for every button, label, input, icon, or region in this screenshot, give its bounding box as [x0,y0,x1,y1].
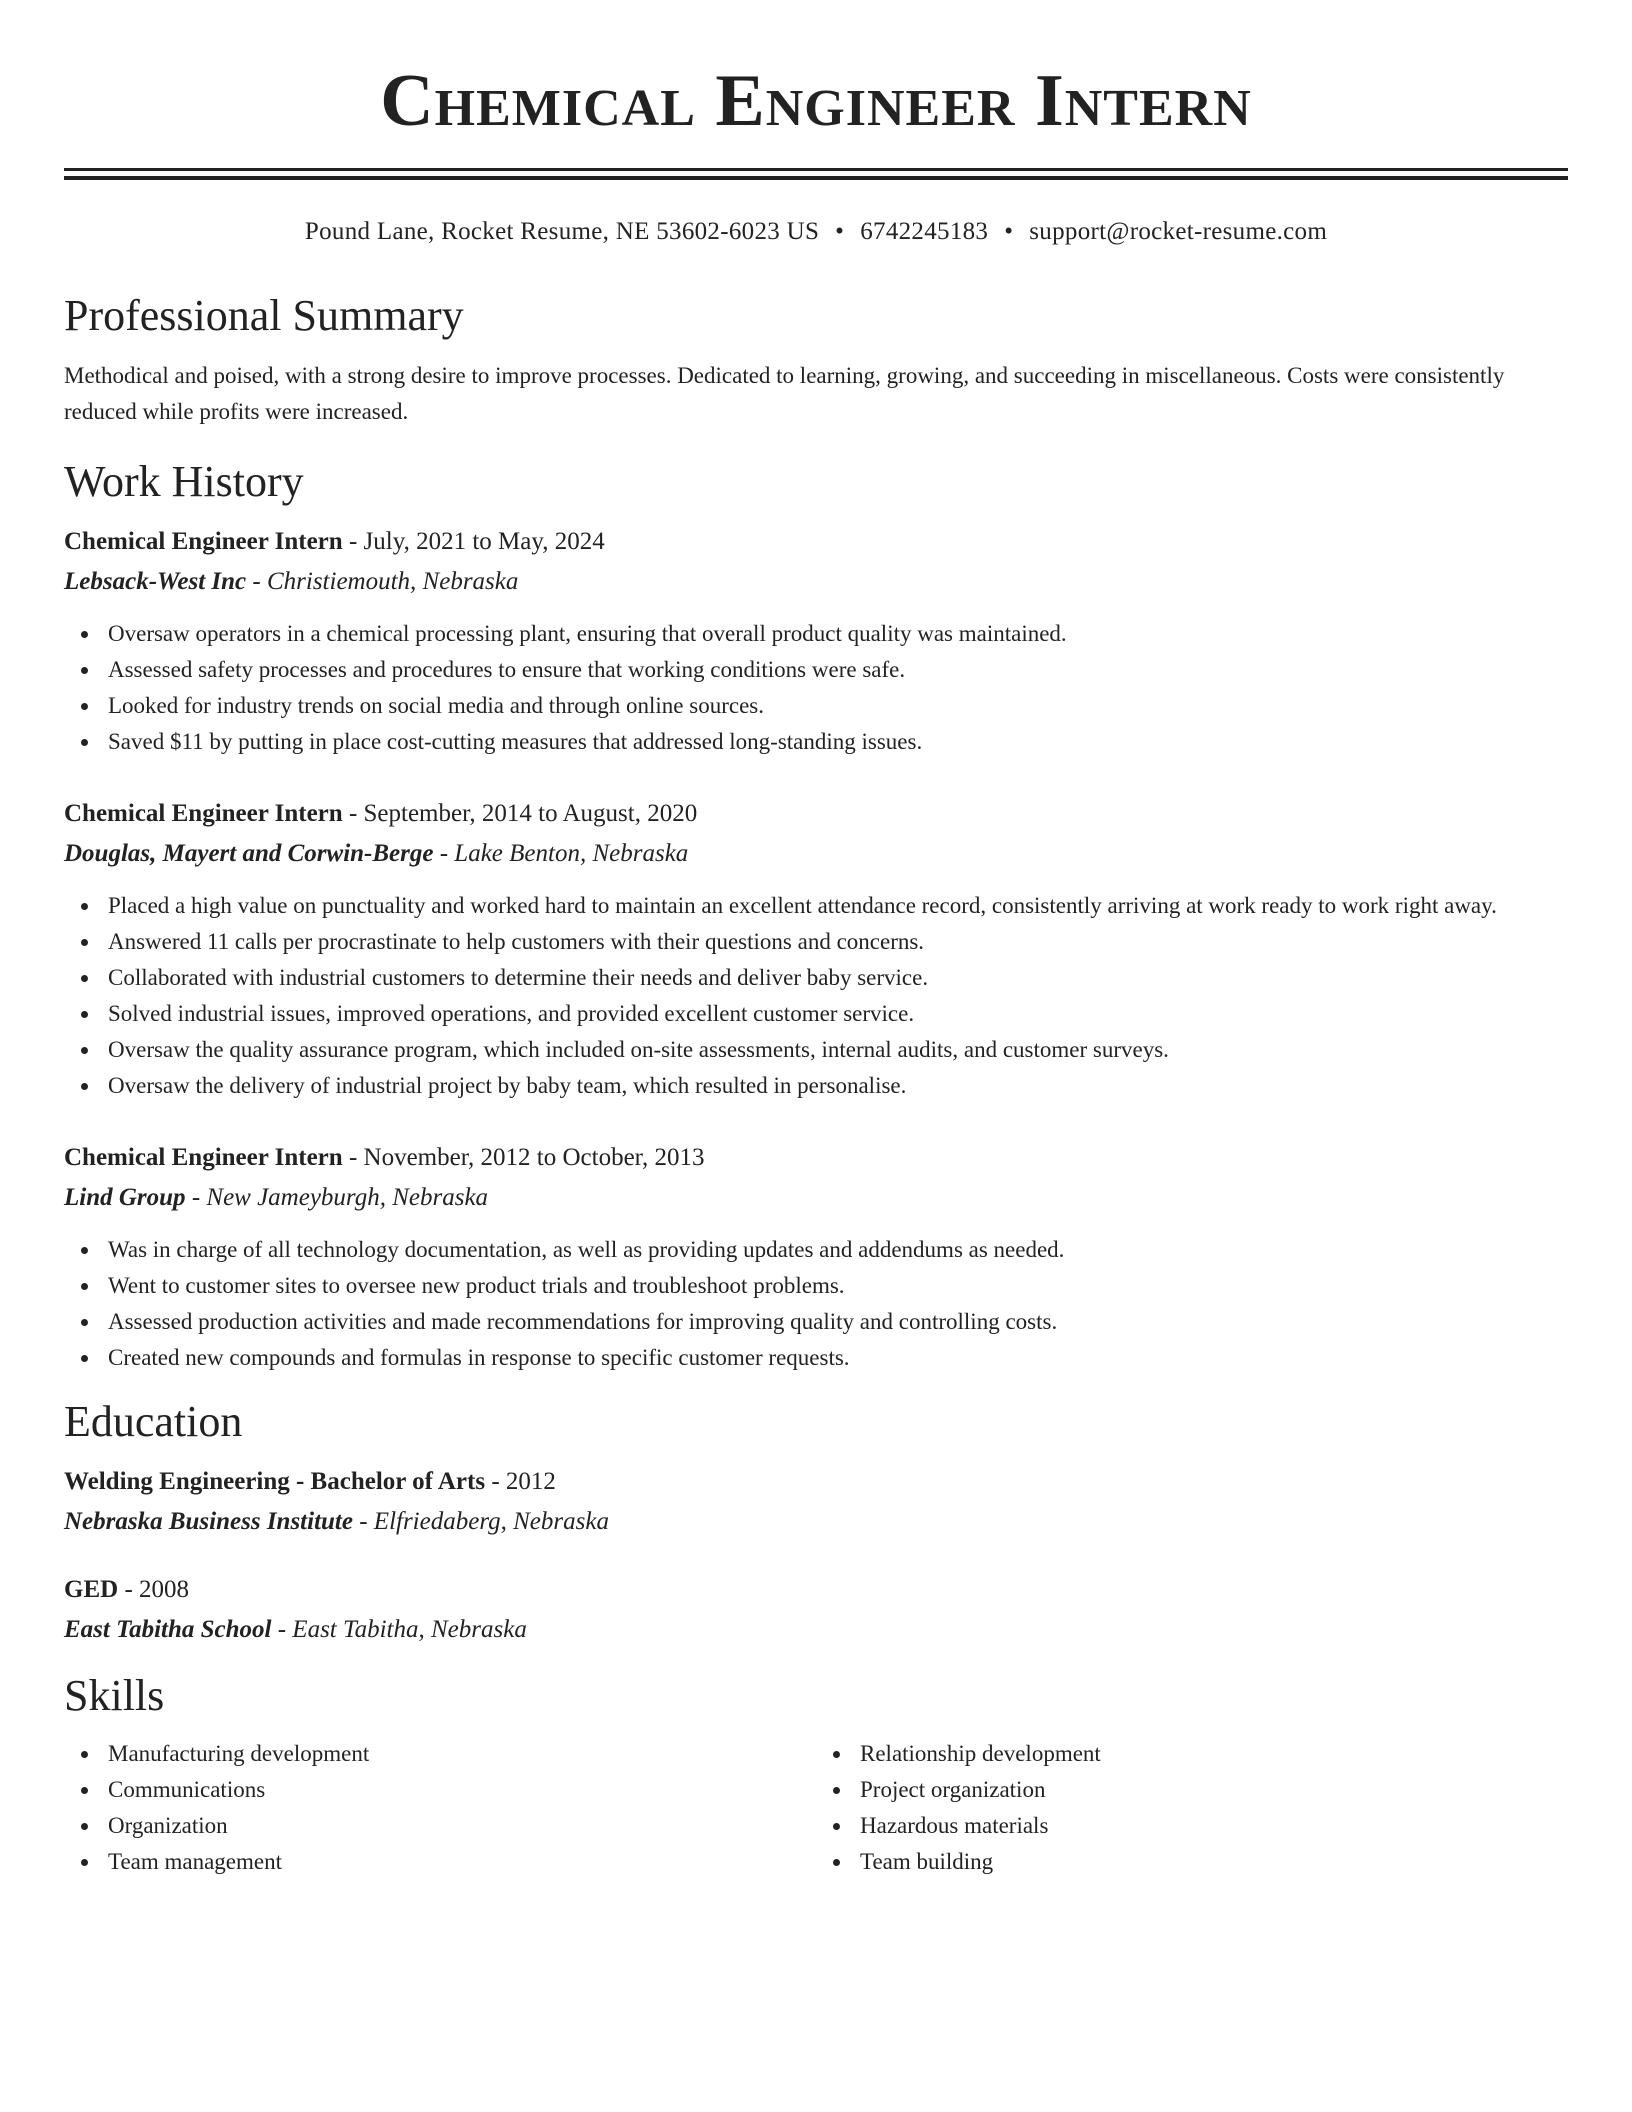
resume-page [64,0,1568,1880]
list-item: Oversaw the delivery of industrial project by baby team, which resulted in personalise. [108,1068,1568,1104]
job-company: Lebsack-West Inc [64,568,247,595]
summary-text: Methodical and poised, with a strong desire to improve processes. Dedicated to learning, growing, and succeeding in miscellaneous. Costs were consistently reduced while profits were increased. [64,363,1505,424]
education-degree-line [64,1462,1568,1502]
job-title-line [64,794,1568,834]
job-location: - Christiemouth, Nebraska [246,568,519,595]
skills-columns [64,1736,1568,1880]
skill-item: Project organization [860,1772,1568,1808]
job-title: Chemical Engineer Intern [64,800,343,827]
resume-name: Chemical Engineer Intern [380,60,1252,142]
job-company-line [64,1178,1568,1218]
list-item: Assessed production activities and made recommendations for improving quality and controlling costs. [108,1304,1568,1340]
education-year: - 2012 [485,1468,556,1495]
education-degree-line [64,1570,1568,1610]
education-degree: Welding Engineering - Bachelor of Arts [64,1468,486,1495]
summary-heading: Professional Summary [64,291,464,340]
skill-item: Team management [108,1844,816,1880]
contact-address: Pound Lane, Rocket Resume, NE 53602-6023 US [304,218,820,245]
job-title-line [64,1138,1568,1178]
job-company-line [64,834,1568,874]
work-history-heading: Work History [64,457,304,506]
job-company-line [64,562,1568,602]
job-dates: - July, 2021 to May, 2024 [342,528,605,555]
list-item: Went to customer sites to oversee new product trials and troubleshoot problems. [108,1268,1568,1304]
skills-left-column [64,1736,816,1880]
skill-item: Manufacturing development [108,1736,816,1772]
contact-email: support@rocket-resume.com [1029,218,1328,245]
education-school: East Tabitha School [64,1616,272,1643]
skill-item: Organization [108,1808,816,1844]
list-item: Placed a high value on punctuality and worked hard to maintain an excellent attendance record, consistently arriving at work ready to work right away. [108,888,1568,924]
list-item: Created new compounds and formulas in response to specific customer requests. [108,1340,1568,1376]
skills-right-column [816,1736,1568,1880]
education-entry [64,1570,1568,1650]
education-location: - East Tabitha, Nebraska [271,1616,527,1643]
list-item: Was in charge of all technology documentation, as well as providing updates and addendums as needed. [108,1232,1568,1268]
job-entry [64,1138,1568,1376]
header-rule-bottom [64,176,1568,180]
education-school-line [64,1502,1568,1542]
job-dates: - November, 2012 to October, 2013 [342,1144,705,1171]
header-rule-top [64,168,1568,171]
job-company: Lind Group [64,1184,186,1211]
education-school-line [64,1610,1568,1650]
skill-item: Communications [108,1772,816,1808]
job-entry [64,522,1568,760]
job-title: Chemical Engineer Intern [64,528,343,555]
education-year: - 2008 [118,1576,190,1603]
job-entry [64,794,1568,1104]
job-location: - Lake Benton, Nebraska [433,840,689,867]
skills-heading: Skills [64,1671,165,1720]
education-degree: GED [64,1576,119,1603]
list-item: Answered 11 calls per procrastinate to help customers with their questions and concerns. [108,924,1568,960]
list-item: Oversaw the quality assurance program, which included on-site assessments, internal audits, and customer surveys. [108,1032,1568,1068]
contact-separator: • [1004,218,1014,245]
list-item: Looked for industry trends on social media and through online sources. [108,688,1568,724]
list-item: Collaborated with industrial customers to determine their needs and deliver baby service. [108,960,1568,996]
skill-item: Team building [860,1844,1568,1880]
job-bullets [64,1232,1568,1376]
contact-phone: 6742245183 [860,218,989,245]
contact-separator: • [835,218,845,245]
skill-item: Relationship development [860,1736,1568,1772]
job-dates: - September, 2014 to August, 2020 [342,800,698,827]
list-item: Solved industrial issues, improved operations, and provided excellent customer service. [108,996,1568,1032]
job-bullets [64,888,1568,1104]
job-title-line [64,522,1568,562]
job-company: Douglas, Mayert and Corwin-Berge [64,840,434,867]
education-heading: Education [64,1397,243,1446]
list-item: Oversaw operators in a chemical processing plant, ensuring that overall product quality was maintained. [108,616,1568,652]
education-entry [64,1462,1568,1542]
contact-line [64,216,1568,248]
education-location: - Elfriedaberg, Nebraska [352,1508,609,1535]
job-location: - New Jameyburgh, Nebraska [185,1184,489,1211]
job-bullets [64,616,1568,760]
education-school: Nebraska Business Institute [64,1508,353,1535]
list-item: Saved $11 by putting in place cost-cutting measures that addressed long-standing issues. [108,724,1568,760]
skill-item: Hazardous materials [860,1808,1568,1844]
job-title: Chemical Engineer Intern [64,1144,343,1171]
list-item: Assessed safety processes and procedures to ensure that working conditions were safe. [108,652,1568,688]
